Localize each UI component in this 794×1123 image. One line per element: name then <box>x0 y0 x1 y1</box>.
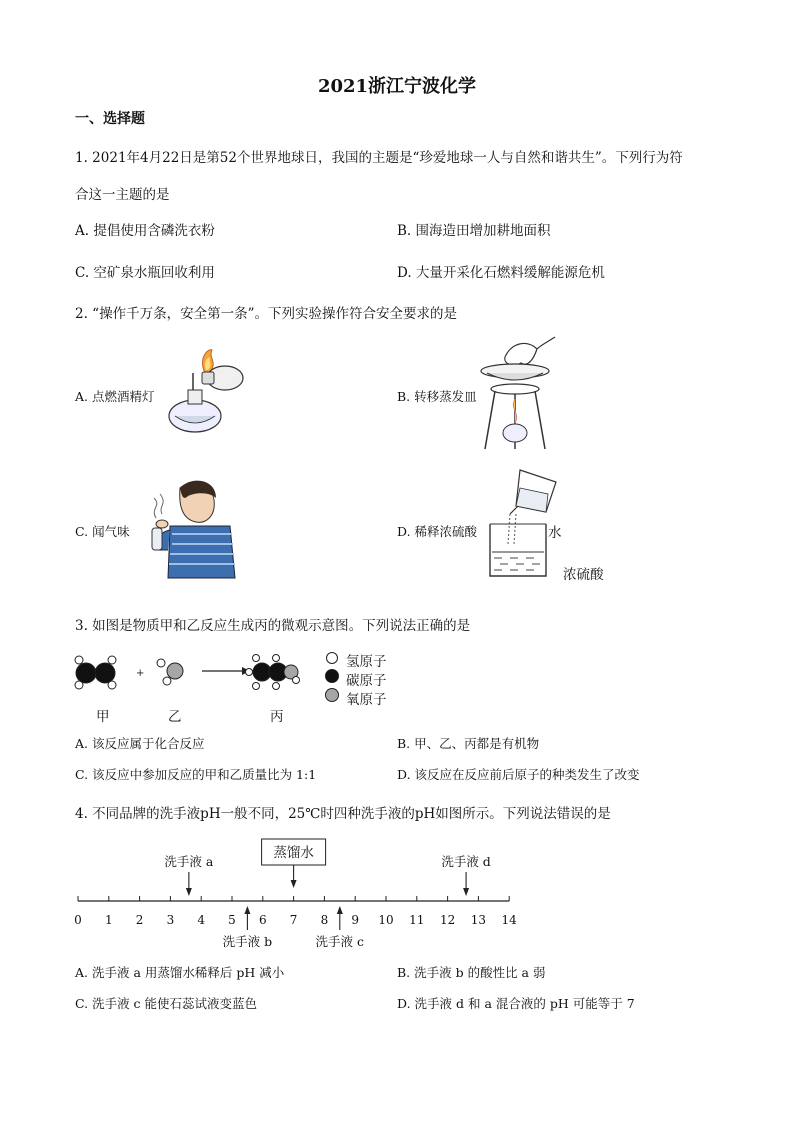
ph-marker-arrowhead <box>337 906 343 914</box>
label-yi: 乙 <box>168 709 182 725</box>
ph-marker-label: 洗手液 b <box>222 934 273 949</box>
ph-marker-arrowhead <box>291 880 297 888</box>
distilled-water-label: 蒸馏水 <box>273 845 314 861</box>
ph-marker-arrowhead <box>244 906 250 914</box>
label-bing: 丙 <box>270 709 284 725</box>
q2-option-c: C. 闻气味 <box>75 524 130 539</box>
ph-tick-label: 2 <box>135 913 144 927</box>
ph-tick-label: 0 <box>74 913 82 927</box>
section-heading: 一、选择题 <box>75 111 145 127</box>
ph-tick-label: 9 <box>351 913 360 927</box>
q3-option-d: D. 该反应在反应前后原子的种类发生了改变 <box>397 767 640 782</box>
legend-hydrogen: 氢原子 <box>346 654 387 670</box>
q4-option-c: C. 洗手液 c 能使石蕊试液变蓝色 <box>75 996 258 1011</box>
q1-stem-line1: 1. 2021年4月22日是第52个世界地球日，我国的主题是“珍爱地球一人与自然和谐共生”。下列行为符 <box>75 150 683 166</box>
ph-marker-label: 洗手液 c <box>315 934 365 949</box>
q1-option-b: B. 围海造田增加耕地面积 <box>397 223 551 239</box>
ph-tick-label: 14 <box>501 913 517 927</box>
ph-marker-arrowhead <box>186 888 192 896</box>
ph-marker-label: 洗手液 d <box>441 854 491 869</box>
ph-marker-label: 洗手液 a <box>164 854 214 869</box>
ph-tick-label: 5 <box>228 913 236 927</box>
q3-option-c: C. 该反应中参加反应的甲和乙质量比为 1:1 <box>75 767 317 782</box>
page-title: 2021浙江宁波化学 <box>317 76 477 97</box>
ph-tick-label: 12 <box>439 913 456 927</box>
water-label: 水 <box>548 525 562 541</box>
q2-option-d: D. 稀释浓硫酸 <box>397 524 478 539</box>
ph-tick-label: 7 <box>289 913 298 927</box>
ph-tick-label: 11 <box>409 913 425 927</box>
label-jia: 甲 <box>96 709 110 725</box>
q2-option-a: A. 点燃酒精灯 <box>75 389 155 404</box>
q4-option-d: D. 洗手液 d 和 a 混合液的 pH 可能等于 7 <box>397 996 635 1011</box>
legend-oxygen: 氧原子 <box>346 692 387 708</box>
ph-tick-label: 8 <box>320 913 329 927</box>
ph-tick-label: 13 <box>470 913 487 927</box>
q1-option-a: A. 提倡使用含磷洗衣粉 <box>75 223 215 239</box>
ph-marker-arrowhead <box>463 888 469 896</box>
plus-sign: + <box>136 668 145 679</box>
ph-tick-label: 6 <box>258 913 267 927</box>
q2-option-b: B. 转移蒸发皿 <box>397 389 477 404</box>
q4-stem: 4. 不同品牌的洗手液pH一般不同，25℃时四种洗手液的pH如图所示。下列说法错误的是 <box>75 806 611 822</box>
q1-option-c: C. 空矿泉水瓶回收利用 <box>75 265 215 281</box>
ph-tick-label: 1 <box>104 913 113 927</box>
q4-option-b: B. 洗手液 b 的酸性比 a 弱 <box>397 965 546 980</box>
q3-option-a: A. 该反应属于化合反应 <box>75 736 205 751</box>
q3-option-b: B. 甲、乙、丙都是有机物 <box>397 736 540 751</box>
ph-tick-label: 3 <box>166 913 175 927</box>
q1-stem-line2: 合这一主题的是 <box>75 187 170 203</box>
q1-option-d: D. 大量开采化石燃料缓解能源危机 <box>397 265 605 281</box>
legend-carbon: 碳原子 <box>346 673 387 689</box>
q4-option-a: A. 洗手液 a 用蒸馏水稀释后 pH 减小 <box>75 965 285 980</box>
acid-label: 浓硫酸 <box>563 567 604 583</box>
ph-tick-label: 10 <box>378 913 394 927</box>
q3-stem: 3. 如图是物质甲和乙反应生成丙的微观示意图。下列说法正确的是 <box>75 618 471 634</box>
q2-stem: 2. “操作千万条，安全第一条”。下列实验操作符合安全要求的是 <box>75 306 457 322</box>
ph-tick-label: 4 <box>197 913 206 927</box>
